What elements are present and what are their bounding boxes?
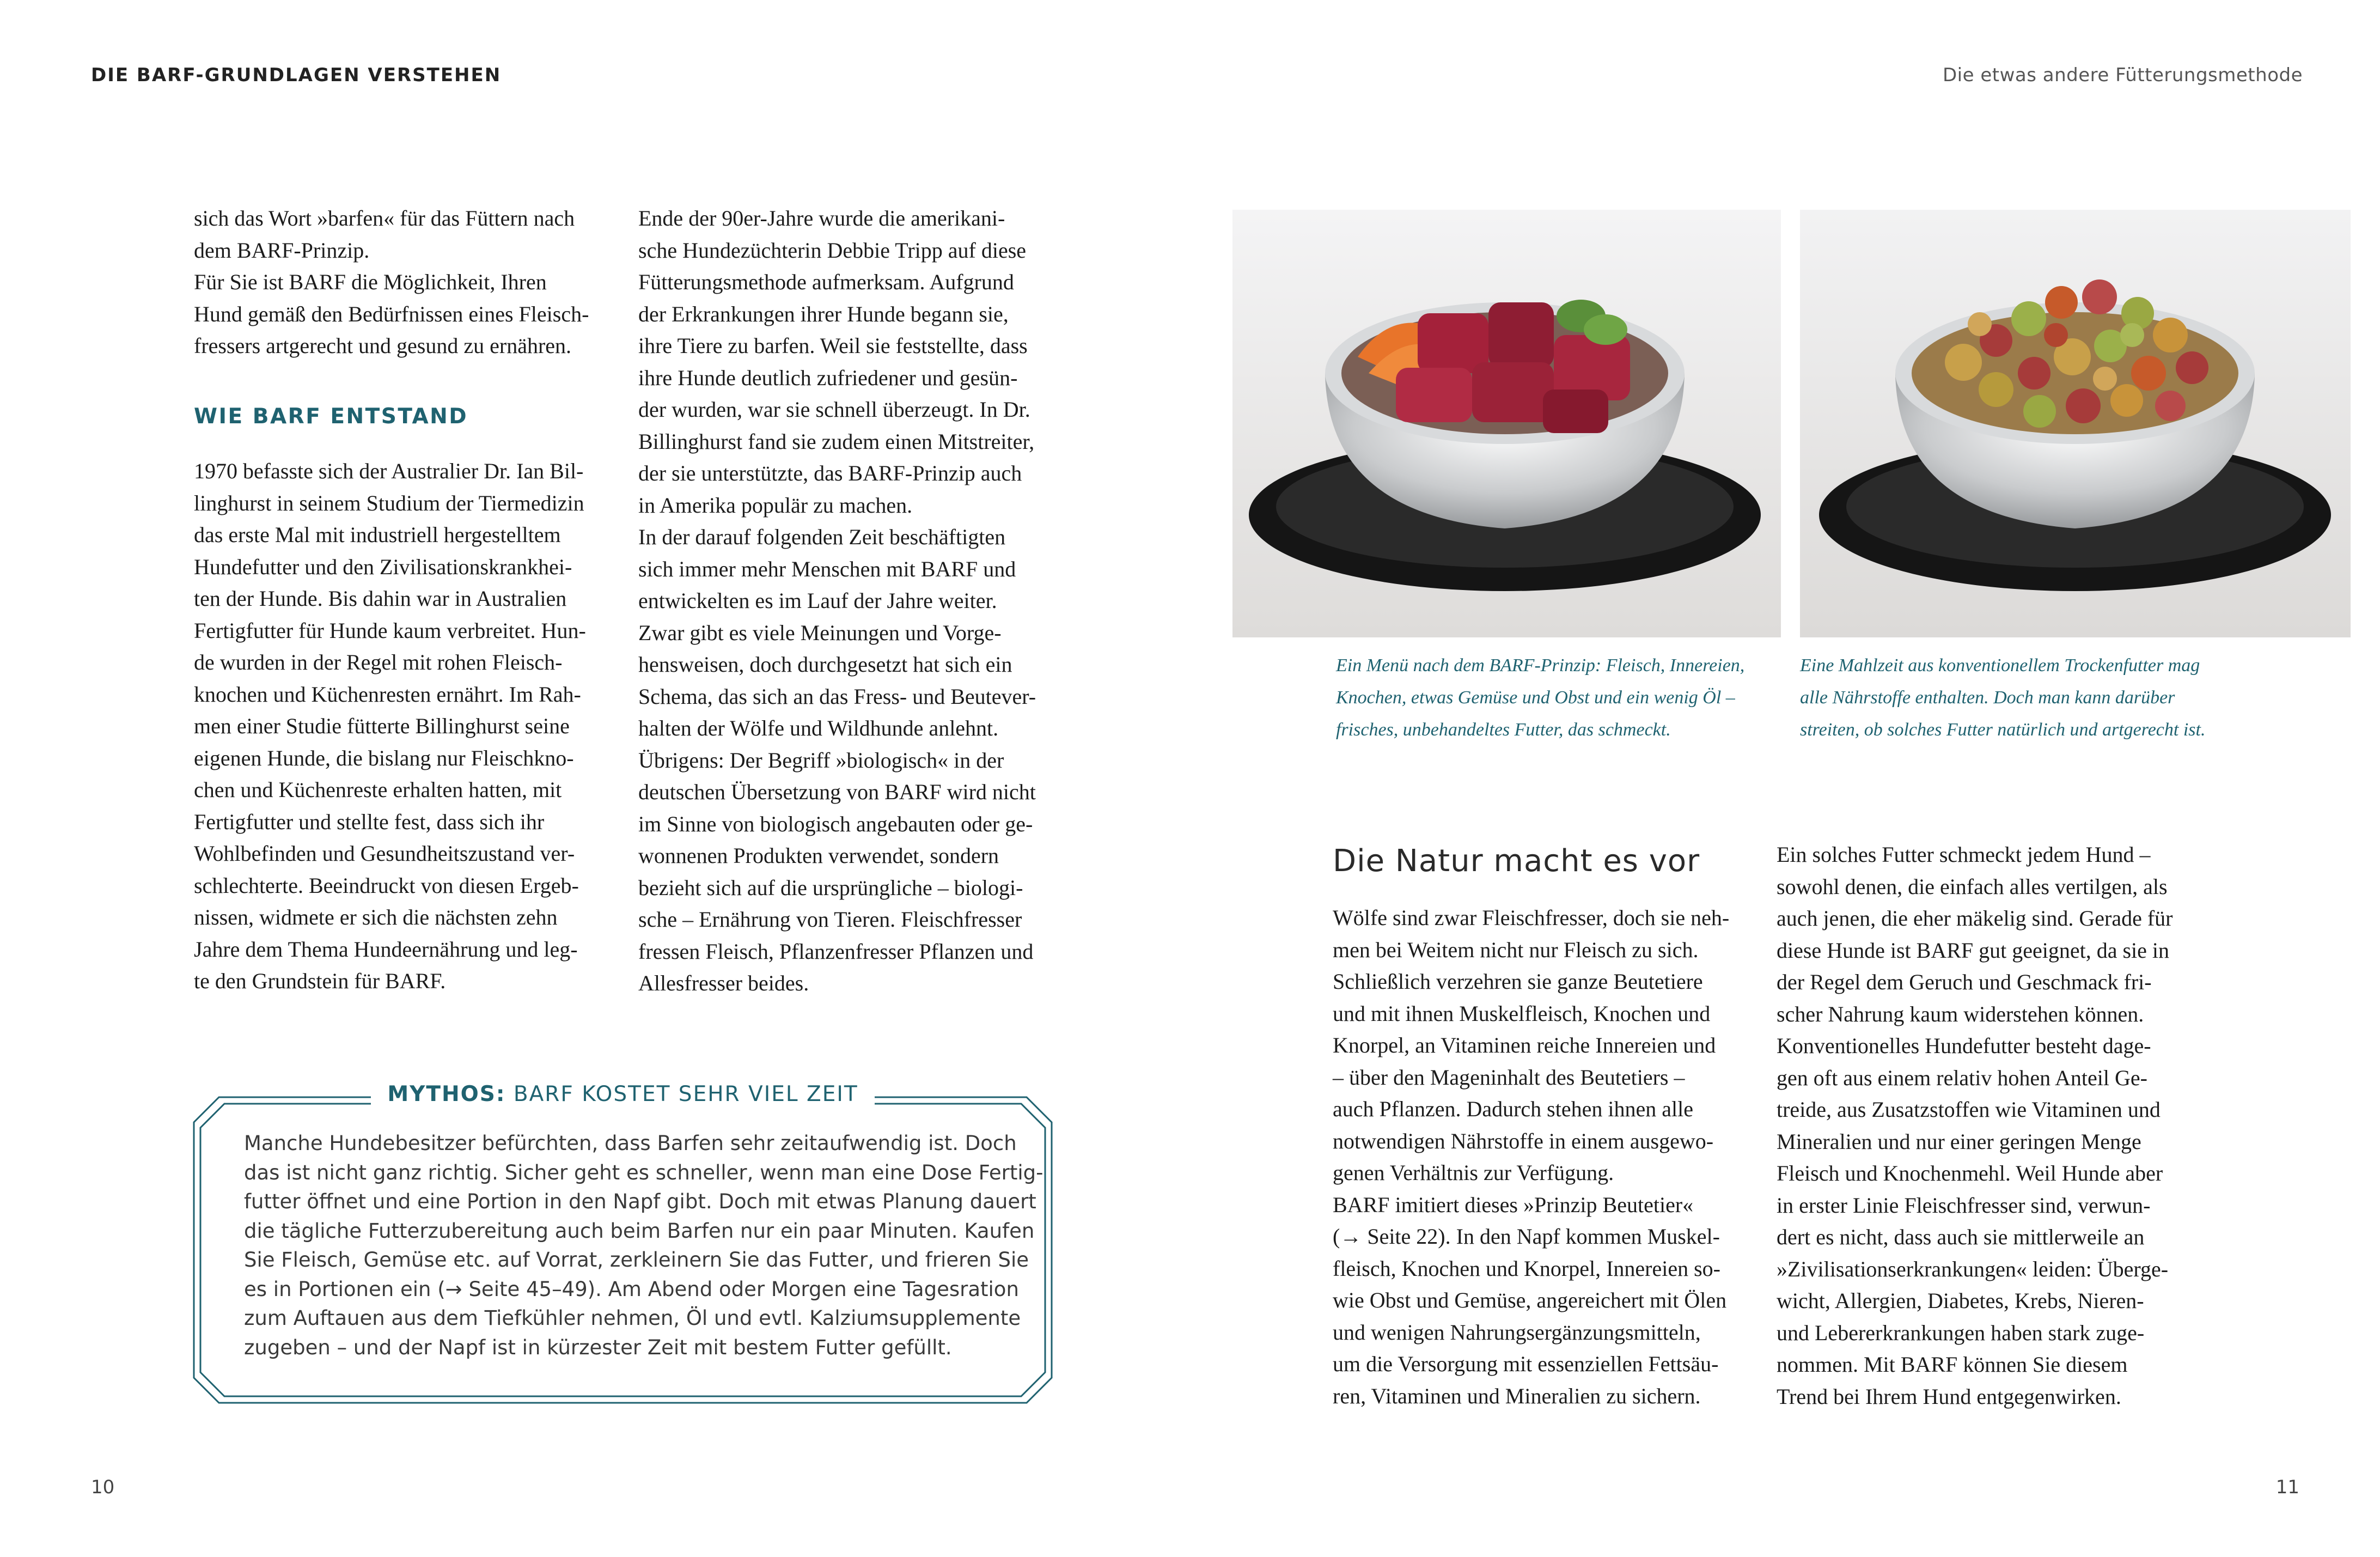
text-line: nissen, widmete er sich die nächsten zehn bbox=[194, 905, 558, 929]
text-line: der sie unterstützte, das BARF-Prinzip auch bbox=[638, 461, 1022, 485]
text-line: Konventionelles Hundefutter besteht dage- bbox=[1777, 1033, 2151, 1058]
text-line: deutschen Übersetzung von BARF wird nicht bbox=[638, 780, 1036, 804]
text-line: Allesfresser beides. bbox=[638, 971, 809, 995]
running-header-right: Die etwas andere Fütterungsmethode bbox=[1942, 64, 2303, 86]
text-line: dem BARF-Prinzip. bbox=[194, 238, 370, 263]
text-line: fressers artgerecht und gesund zu ernähren. bbox=[194, 333, 572, 358]
text-line: dert es nicht, dass auch sie mittlerweile an bbox=[1777, 1225, 2145, 1249]
text-line: bezieht sich auf die ursprüngliche – biologi- bbox=[638, 875, 1023, 900]
text-line: wicht, Allergien, Diabetes, Krebs, Nieren- bbox=[1777, 1288, 2144, 1313]
text-line: Schema, das sich an das Fress- und Beutever- bbox=[638, 684, 1036, 709]
text-line: und wenigen Nahrungsergänzungsmitteln, bbox=[1333, 1319, 1701, 1345]
text-line: Knorpel, an Vitaminen reiche Innereien und bbox=[1333, 1033, 1716, 1057]
text-line: fressen Fleisch, Pflanzenfresser Pflanzen und bbox=[638, 939, 1034, 964]
text-line: Schließlich verzehren sie ganze Beutetiere bbox=[1333, 969, 1703, 994]
text-line: Ein solches Futter schmeckt jedem Hund – bbox=[1777, 842, 2151, 867]
text-line: und Lebererkrankungen haben stark zuge- bbox=[1777, 1320, 2145, 1345]
text-line: »Zivilisationserkrankungen« leiden: Überge- bbox=[1777, 1256, 2169, 1281]
text-line: sich immer mehr Menschen mit BARF und bbox=[638, 556, 1016, 581]
text-line: in Amerika populär zu machen. bbox=[638, 492, 913, 518]
text-line: wonnenen Produkten verwendet, sondern bbox=[638, 843, 999, 868]
text-line: frisches, unbehandeltes Futter, das schmeckt. bbox=[1336, 720, 1671, 740]
text-line: um die Versorgung mit essenziellen Fettsäu- bbox=[1333, 1352, 1719, 1376]
text-line: auch Pflanzen. Dadurch stehen ihnen alle bbox=[1333, 1097, 1693, 1121]
text-line: gen oft aus einem relativ hohen Anteil Ge- bbox=[1777, 1065, 2147, 1090]
text-line: sowohl denen, die einfach alles vertilgen, als bbox=[1777, 874, 2168, 899]
text-line: Ein Menü nach dem BARF-Prinzip: Fleisch, Innereien, bbox=[1336, 655, 1745, 676]
text-line: sche – Ernährung von Tieren. Fleischfresser bbox=[638, 907, 1022, 932]
text-line: im Sinne von biologisch angebauten oder ge- bbox=[638, 811, 1033, 836]
text-line: Knochen, etwas Gemüse und Obst und ein wenig Öl – bbox=[1336, 688, 1735, 708]
text-line: der Regel dem Geruch und Geschmack fri- bbox=[1777, 970, 2152, 994]
text-line: die tägliche Futterzubereitung auch beim Barfen nur ein paar Minuten. Kaufen bbox=[244, 1219, 1035, 1243]
text-line: streiten, ob solches Futter natürlich und artgerecht ist. bbox=[1800, 720, 2206, 740]
photo-barf-bowl bbox=[1232, 210, 1781, 637]
text-line: chen und Küchenreste erhalten hatten, mit bbox=[194, 777, 562, 802]
left-col1-intro bbox=[194, 203, 589, 362]
text-line: men bei Weitem nicht nur Fleisch zu sich. bbox=[1333, 937, 1699, 962]
text-line: ren, Vitaminen und Mineralien zu sichern. bbox=[1333, 1383, 1701, 1408]
text-line: Ende der 90er-Jahre wurde die amerikani- bbox=[638, 206, 1005, 230]
photo-dry-food-bowl bbox=[1800, 210, 2351, 637]
text-line: Jahre dem Thema Hundeernährung und leg- bbox=[194, 936, 578, 962]
text-line: men einer Studie fütterte Billinghurst seine bbox=[194, 714, 570, 738]
text-line: hensweisen, doch durchgesetzt hat sich ein bbox=[638, 652, 1012, 677]
myth-box-title bbox=[192, 1082, 1054, 1106]
text-line: zugeben – und der Napf ist in kürzester Zeit mit bestem Futter gefüllt. bbox=[244, 1335, 952, 1359]
text-line: Hundefutter und den Zivilisationskrankhei- bbox=[194, 554, 572, 579]
text-line: knochen und Küchenresten ernährt. Im Rah- bbox=[194, 682, 581, 707]
text-line: das erste Mal mit industriell hergestelltem bbox=[194, 522, 561, 547]
text-line: BARF imitiert dieses »Prinzip Beutetier« bbox=[1333, 1192, 1694, 1217]
text-line: halten der Wölfe und Wildhunde anlehnt. bbox=[638, 716, 999, 740]
text-line: Fertigfutter und stellte fest, dass sich ihr bbox=[194, 809, 545, 834]
text-line: Mineralien und nur einer geringen Menge bbox=[1777, 1129, 2141, 1154]
text-line: das ist nicht ganz richtig. Sicher geht es schneller, wenn man eine Dose Fertig- bbox=[244, 1160, 1043, 1184]
page-number-left: 10 bbox=[91, 1476, 115, 1498]
text-line: ten der Hunde. Bis dahin war in Australien bbox=[194, 586, 567, 611]
text-line: ihre Tiere zu barfen. Weil sie feststellte, dass bbox=[638, 333, 1028, 358]
text-line: In der darauf folgenden Zeit beschäftigten bbox=[638, 525, 1006, 549]
text-line: Wohlbefinden und Gesundheitszustand ver- bbox=[194, 841, 575, 866]
left-col2 bbox=[638, 203, 1036, 1000]
running-header-left: DIE BARF-GRUNDLAGEN VERSTEHEN bbox=[91, 64, 502, 86]
text-line: diese Hunde ist BARF gut geeignet, da sie in bbox=[1777, 938, 2170, 963]
text-line: wie Obst und Gemüse, angereichert mit Ölen bbox=[1333, 1288, 1727, 1312]
text-line: Fleisch und Knochenmehl. Weil Hunde aber bbox=[1777, 1161, 2163, 1185]
text-line: de wurden in der Regel mit rohen Fleisch- bbox=[194, 650, 563, 674]
text-line: Fütterungsmethode aufmerksam. Aufgrund bbox=[638, 270, 1014, 294]
text-line: Sie Fleisch, Gemüse etc. auf Vorrat, zerkleinern Sie das Futter, und frieren Sie bbox=[244, 1248, 1029, 1272]
myth-box bbox=[192, 1082, 1054, 1405]
text-line: fleisch, Knochen und Knorpel, Innereien so- bbox=[1333, 1256, 1720, 1281]
section-heading: Die Natur macht es vor bbox=[1333, 843, 1700, 879]
text-line: auch jenen, die eher mäkelig sind. Gerade für bbox=[1777, 906, 2173, 930]
text-line: alle Nährstoffe enthalten. Doch man kann darüber bbox=[1800, 688, 2175, 708]
text-line: Manche Hundebesitzer befürchten, dass Barfen sehr zeitaufwendig ist. Doch bbox=[244, 1132, 1017, 1155]
caption-barf-photo bbox=[1336, 649, 1744, 746]
text-line: zum Auftauen aus dem Tiefkühler nehmen, Öl und evtl. Kalziumsupplemente bbox=[244, 1306, 1021, 1330]
text-line: 1970 befasste sich der Australier Dr. Ian Bil- bbox=[194, 459, 584, 483]
subheading-wie-barf-entstand: WIE BARF ENTSTAND bbox=[194, 404, 468, 429]
text-line: und mit ihnen Muskelfleisch, Knochen und bbox=[1333, 1001, 1711, 1026]
right-col2 bbox=[1777, 839, 2172, 1413]
text-line: scher Nahrung kaum widerstehen können. bbox=[1777, 1001, 2144, 1026]
text-line: Billinghurst fand sie zudem einen Mitstreiter, bbox=[638, 429, 1035, 454]
text-line: entwickelten es im Lauf der Jahre weiter. bbox=[638, 588, 997, 613]
text-line: Zwar gibt es viele Meinungen und Vorge- bbox=[638, 620, 1002, 645]
text-line: treide, aus Zusatzstoffen wie Vitaminen und bbox=[1777, 1097, 2161, 1122]
text-line: der Erkrankungen ihrer Hunde begann sie, bbox=[638, 301, 1009, 326]
myth-keyword: MYTHOS: bbox=[387, 1082, 506, 1106]
caption-dry-food-photo bbox=[1800, 649, 2205, 746]
text-line: Hund gemäß den Bedürfnissen eines Fleisch- bbox=[194, 301, 589, 326]
page-number-right: 11 bbox=[2275, 1476, 2299, 1498]
text-line: te den Grundstein für BARF. bbox=[194, 969, 446, 993]
text-line: schlechterte. Beeindruckt von diesen Ergeb- bbox=[194, 873, 579, 898]
text-line: Wölfe sind zwar Fleischfresser, doch sie neh- bbox=[1333, 905, 1730, 930]
text-line: sich das Wort »barfen« für das Füttern nach bbox=[194, 206, 575, 230]
text-line: Trend bei Ihrem Hund entgegenwirken. bbox=[1777, 1384, 2121, 1409]
right-col1 bbox=[1333, 902, 1729, 1412]
myth-title: BARF KOSTET SEHR VIEL ZEIT bbox=[505, 1082, 858, 1106]
text-line: ihre Hunde deutlich zufriedener und gesün- bbox=[638, 365, 1018, 390]
text-line: (→ Seite 22). In den Napf kommen Muskel- bbox=[1333, 1224, 1720, 1249]
text-line: der wurden, war sie schnell überzeugt. In Dr. bbox=[638, 397, 1030, 422]
text-line: Übrigens: Der Begriff »biologisch« in der bbox=[638, 747, 1004, 773]
myth-box-body bbox=[244, 1129, 1043, 1362]
text-line: Fertigfutter für Hunde kaum verbreitet. Hun- bbox=[194, 618, 586, 643]
left-col1-body bbox=[194, 455, 586, 998]
text-line: sche Hundezüchterin Debbie Tripp auf diese bbox=[638, 238, 1027, 263]
text-line: in erster Linie Fleischfresser sind, verwun- bbox=[1777, 1193, 2151, 1218]
text-line: nommen. Mit BARF können Sie diesem bbox=[1777, 1352, 2128, 1377]
text-line: linghurst in seinem Studium der Tiermedizin bbox=[194, 490, 584, 515]
text-line: Eine Mahlzeit aus konventionellem Trockenfutter mag bbox=[1800, 655, 2200, 676]
text-line: notwendigen Nährstoffe in einem ausgewo- bbox=[1333, 1128, 1714, 1153]
text-line: eigenen Hunde, die bislang nur Fleischkno- bbox=[194, 745, 574, 770]
text-line: – über den Mageninhalt des Beutetiers – bbox=[1333, 1065, 1685, 1090]
text-line: es in Portionen ein (→ Seite 45–49). Am Abend oder Morgen eine Tagesration bbox=[244, 1277, 1019, 1301]
text-line: Für Sie ist BARF die Möglichkeit, Ihren bbox=[194, 270, 547, 294]
text-line: genen Verhältnis zur Verfügung. bbox=[1333, 1160, 1614, 1185]
text-line: futter öffnet und eine Portion in den Napf gibt. Doch mit etwas Planung dauert bbox=[244, 1190, 1036, 1213]
